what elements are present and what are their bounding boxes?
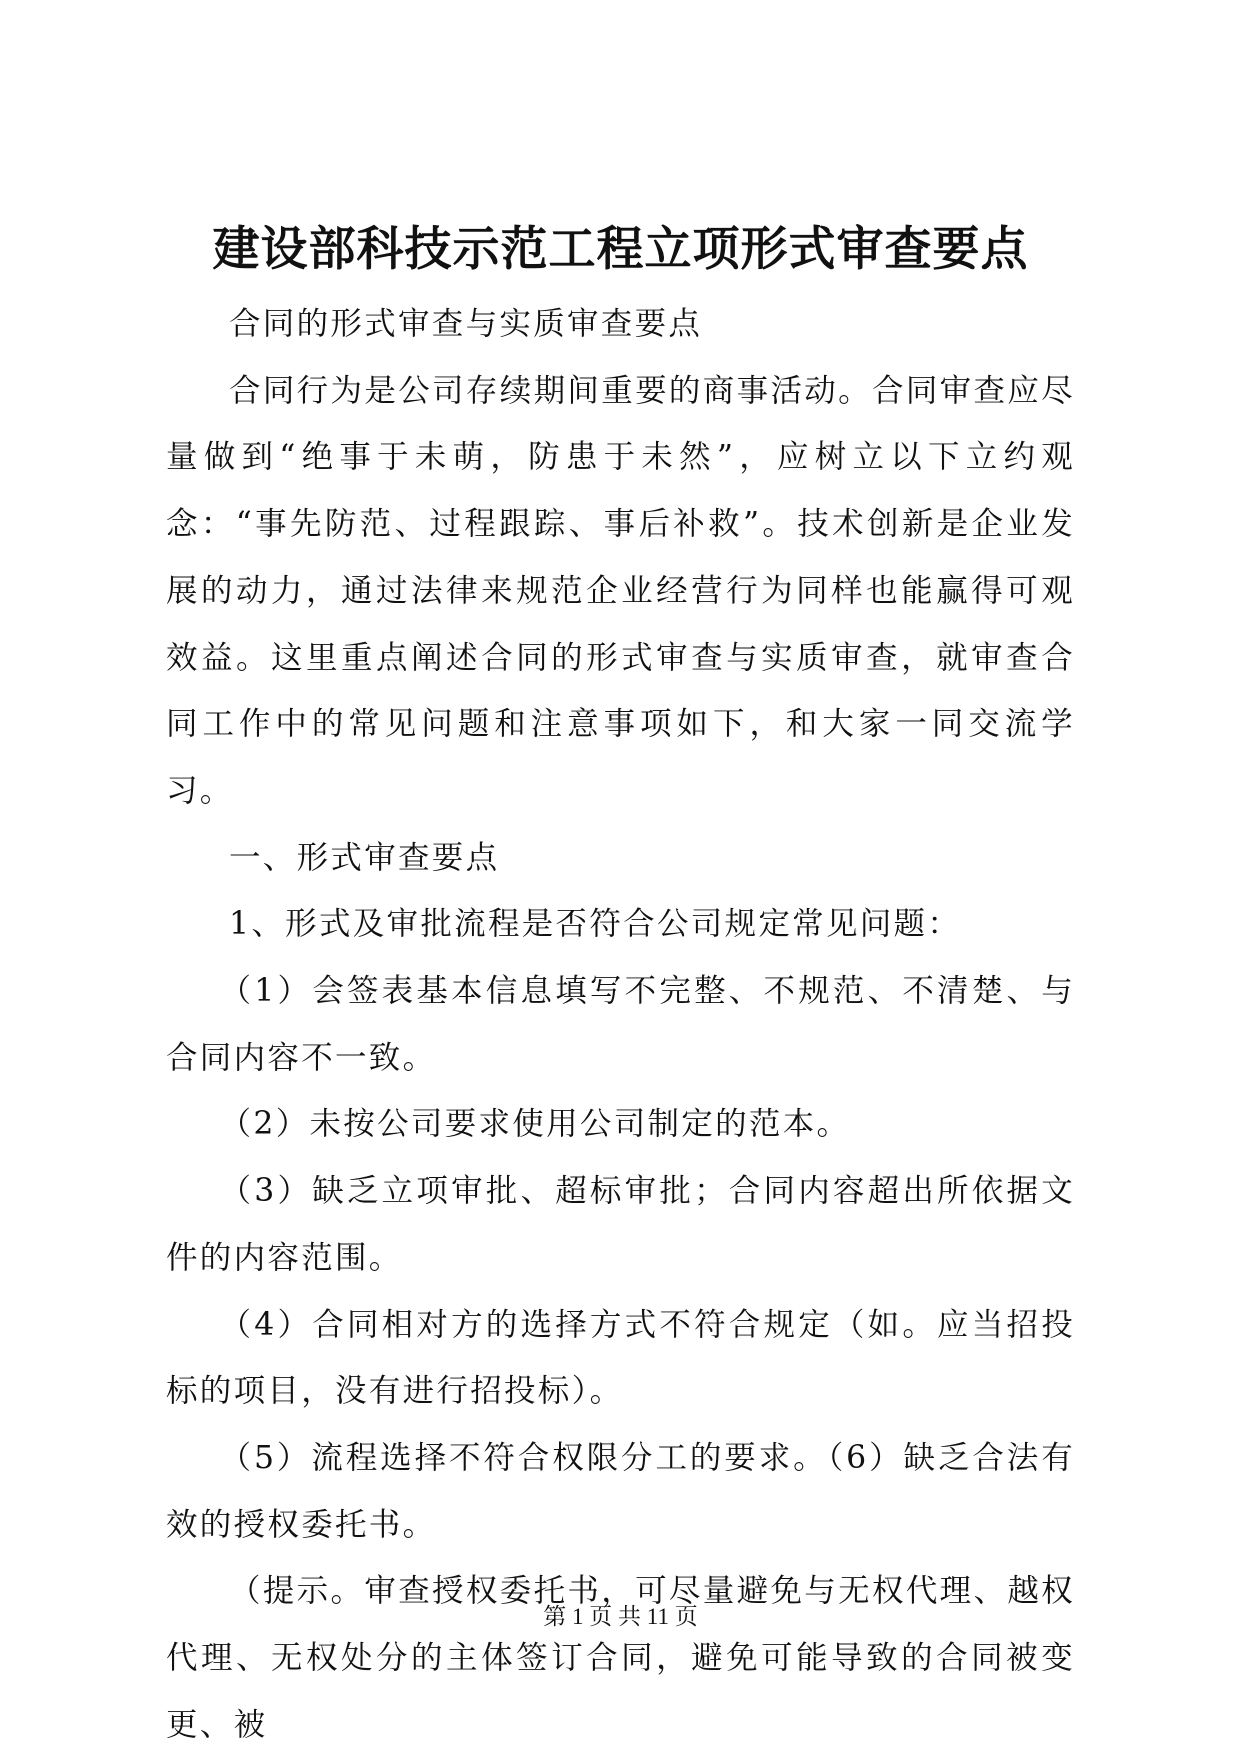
list-item: （5）流程选择不符合权限分工的要求。（6）缺乏合法有效的授权委托书。 <box>166 1439 1075 1543</box>
list-item: （3）缺乏立项审批、超标审批；合同内容超出所依据文件的内容范围。 <box>166 1173 1075 1276</box>
note-paragraph: （提示。审查授权委托书，可尽量避免与无权代理、越权代理、无权处分的主体签订合同，避免可能导致的合同被变更、被 <box>166 1573 1075 1743</box>
subsection-heading: 1、形式及审批流程是否符合公司规定常见问题： <box>229 906 962 943</box>
list-item: （4）合同相对方的选择方式不符合规定（如。应当招投标的项目，没有进行招投标）。 <box>166 1306 1075 1410</box>
list-item: （1）会签表基本信息填写不完整、不规范、不清楚、与合同内容不一致。 <box>166 973 1075 1076</box>
page-number-footer: 第 1 页 共 11 页 <box>543 1604 698 1629</box>
paragraph-subtitle: 合同的形式审查与实质审查要点 <box>229 306 703 342</box>
document-title: 建设部科技示范工程立项形式审查要点 <box>212 222 1029 277</box>
document-body <box>166 291 1075 1758</box>
section-heading: 一、形式审查要点 <box>229 839 500 876</box>
paragraph-intro: 合同行为是公司存续期间重要的商事活动。合同审查应尽量做到“绝事于未萌，防患于未然”，应树立以下立约观念：“事先防范、过程跟踪、事后补救”。技术创新是企业发展的动力，通过法律来规范企业经营行为同样也能赢得可观效益。这里重点阐述合同的形式审查与实质审查，就审查合同工作中的常见问题和注意事项如下，和大家一同交流学习。 <box>166 372 1075 809</box>
list-item: （2）未按公司要求使用公司制定的范本。 <box>219 1106 851 1143</box>
